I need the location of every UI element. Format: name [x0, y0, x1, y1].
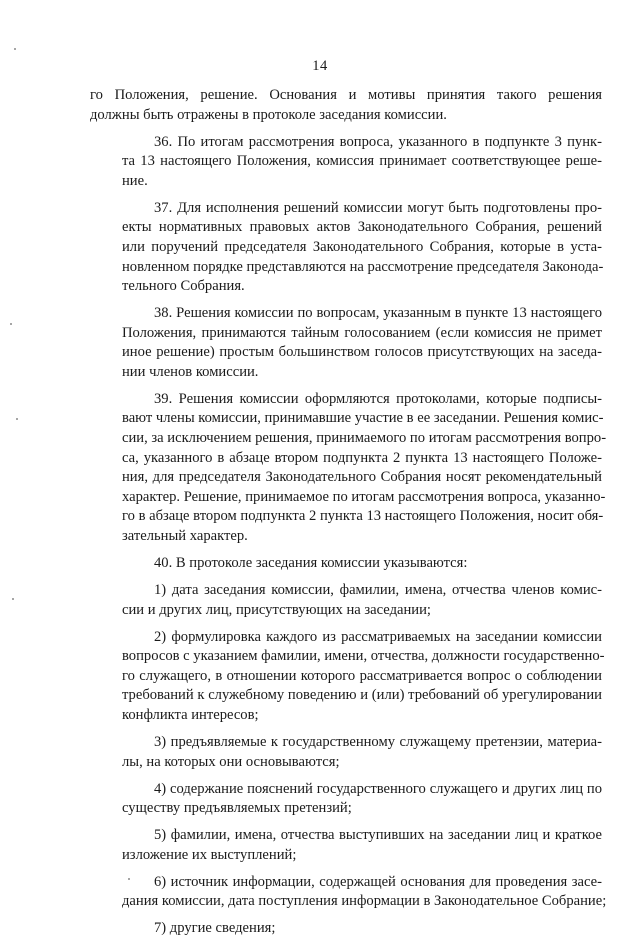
document-body: [90, 86, 607, 946]
text-line: конфликта интересов;: [122, 706, 259, 723]
text-line: го Положения, решение. Основания и мотивы принятия такого решения: [90, 87, 602, 103]
paragraph-p37: [90, 199, 602, 297]
text-line: тельного Собрания.: [122, 278, 245, 295]
text-line: требований к служебному поведению и (или) требований об урегулировании: [122, 687, 602, 704]
paragraph-p38: [90, 304, 602, 382]
text-line: 3) предъявляемые к государственному служащему претензии, материа-: [154, 733, 602, 750]
text-line: сии и других лиц, присутствующих на заседании;: [122, 601, 431, 618]
paragraph-i7: [90, 919, 602, 939]
text-line: та 13 настоящего Положения, комиссия принимает соответствующее реше-: [122, 153, 602, 170]
text-line: 2) формулировка каждого из рассматриваемых на заседании комиссии: [154, 628, 602, 645]
paragraph-i6: [90, 873, 607, 912]
text-line: должны быть отражены в протоколе заседания комиссии.: [90, 106, 447, 123]
text-line: нии членов комиссии.: [122, 363, 259, 380]
text-line: 37. Для исполнения решений комиссии могут быть подготовлены про-: [154, 199, 602, 216]
scan-speck: [10, 323, 12, 325]
scan-speck: [14, 48, 16, 50]
text-line: лы, на которых они основываются;: [122, 753, 340, 770]
text-line: 40. В протоколе заседания комиссии указываются:: [154, 555, 468, 572]
text-line: ния, для председателя Законодательного Собрания носят рекомендательный: [122, 469, 602, 486]
scan-speck: [16, 418, 18, 420]
scan-speck: [128, 878, 130, 880]
text-line: го служащего, в отношении которого рассматривается вопрос о соблюдении: [122, 667, 602, 684]
text-line: 39. Решения комиссии оформляются протоколами, которые подписы-: [154, 390, 602, 407]
text-line: 6) источник информации, содержащей основания для проведения засе-: [154, 873, 602, 890]
text-line: 36. По итогам рассмотрения вопроса, указанного в подпункте 3 пунк-: [154, 133, 602, 150]
text-line: екты нормативных правовых актов Законодательного Собрания, решений: [122, 219, 602, 236]
text-line: 1) дата заседания комиссии, фамилии, имена, отчества членов комис-: [154, 582, 602, 598]
text-line: 7) другие сведения;: [154, 920, 276, 937]
text-line: са, указанного в абзаце втором подпункта 2 пункта 13 настоящего Положе-: [122, 449, 602, 466]
text-line: 38. Решения комиссии по вопросам, указанным в пункте 13 настоящего: [154, 305, 602, 322]
text-line: го в абзаце втором подпункта 2 пункта 13 настоящего Положения, носит обя-: [122, 508, 604, 525]
text-line: сии, за исключением решения, принимаемого по итогам рассмотрения вопро-: [122, 430, 607, 447]
paragraph-i1: [90, 581, 602, 620]
text-line: новленном порядке представляются на рассмотрение председателя Законода-: [122, 258, 604, 275]
page-number: 14: [312, 58, 328, 74]
text-line: зательный характер.: [122, 528, 248, 545]
scan-speck: [12, 598, 14, 600]
paragraph-i2: [90, 628, 605, 726]
paragraph-i3: [90, 733, 602, 772]
text-line: изложение их выступлений;: [122, 846, 297, 863]
paragraph-p39: [90, 390, 607, 547]
paragraph-i4: [90, 780, 602, 819]
text-line: Положения, принимаются тайным голосованием (если комиссия не примет: [122, 324, 602, 341]
text-line: существу предъявляемых претензий;: [122, 800, 352, 817]
text-line: вают члены комиссии, принимавшие участие в ее заседании. Решения комис-: [122, 410, 604, 427]
text-line: вопросов с указанием фамилии, имени, отчества, должности государственно-: [122, 648, 605, 665]
paragraph-i5: [90, 826, 602, 865]
paragraph-cont: [90, 86, 602, 125]
text-line: ние.: [122, 172, 148, 189]
text-line: 5) фамилии, имена, отчества выступивших на заседании лиц и краткое: [154, 827, 602, 844]
text-line: или поручений председателя Законодательного Собрания, которые в уста-: [122, 238, 602, 255]
text-line: характер. Решение, принимаемое по итогам рассмотрения вопроса, указанно-: [122, 488, 606, 505]
text-line: дания комиссии, дата поступления информации в Законодательное Собрание;: [122, 893, 607, 910]
paragraph-p36: [90, 133, 602, 192]
text-line: иное решение) простым большинством голосов присутствующих на заседа-: [122, 344, 602, 361]
paragraph-p40: [90, 554, 602, 574]
text-line: 4) содержание пояснений государственного служащего и других лиц по: [154, 780, 602, 797]
